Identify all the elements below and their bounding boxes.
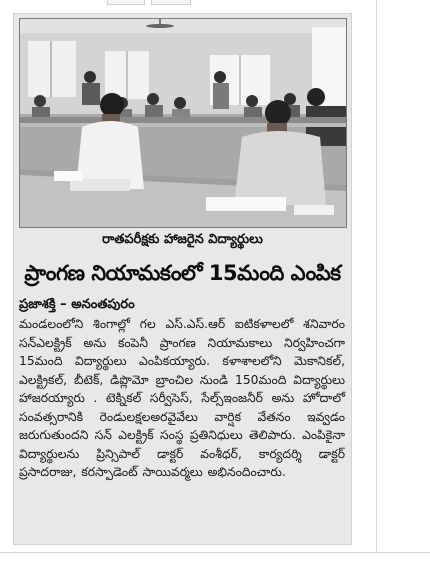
bottom-divider — [0, 552, 430, 553]
column-divider — [376, 0, 377, 552]
article-byline: ప్రజాశక్తి – అనంతపురం — [19, 297, 135, 312]
article-body: మండలంలోని శింగాల్లో గల ఎస్.ఎస్.ఆర్ ఐటికళాలలో శనివారం సన్ఎలక్ట్రిక్ అను కంపెనీ ప్రాంగణ నియామకాలు నిర్వహించగా 15మంది విద్యార్థులు ఎంపికయ్యారు. కళాశాలలోని మెకానికల్, ఎలక్ట్రికల్, బీటెక్, డిప్లొమో బ్రాంచిల నుండి 150మంది విద్యార్థులు హాజరయ్యారు . టెక్నికల్ సర్వీసెస్, సేల్స్ఇంజనీర్ అను హోదాలో సంవత్సరానికి రెండులక్షలఅరవైవేలు వార్షిక వేతనం ఇవ్వడం జరుగుతుందని సన్ ఎలక్ట్రిక్ సంస్థ ప్రతినిధులు తెలిపారు. ఎంపికైనా విద్యార్థులను ప్రిన్సిపాల్ డాక్టర్ వంశీధర్, కార్యదర్శి డాక్టర్ ప్రసాదరాజు, కరస్పాడెంట్ సాయివర్మలు అభినందించారు. — [19, 317, 345, 479]
news-clipping — [13, 13, 352, 545]
exam-hall-photo — [19, 18, 347, 228]
article-headline: ప్రాంగణ నియామకంలో 15మంది ఎంపిక — [24, 261, 341, 285]
top-toolbar-stub — [151, 0, 191, 5]
top-toolbar-stub — [107, 0, 145, 5]
photo-caption: రాతపరీక్షకు హాజరైన విద్యార్థులు — [102, 232, 263, 247]
